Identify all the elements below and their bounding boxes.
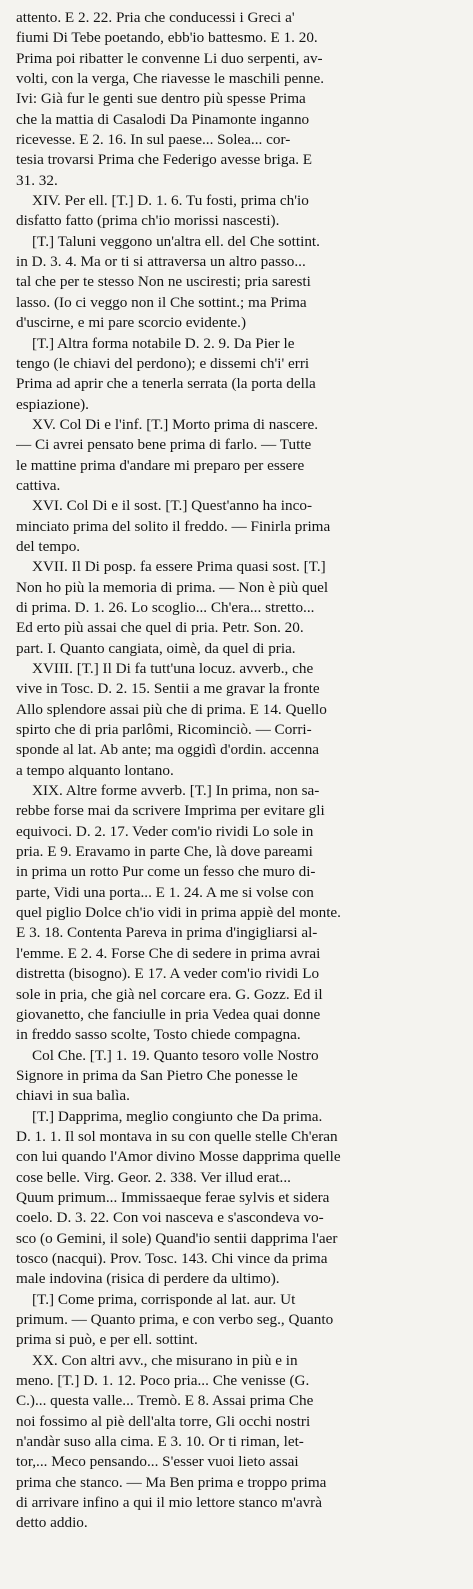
text-line (16, 1046, 457, 1066)
text-line (16, 1493, 457, 1513)
text-line (16, 1269, 457, 1289)
text-line (16, 1330, 457, 1350)
text-line-content: XX. Con altri avv., che misurano in più e in (32, 1351, 298, 1369)
text-line (16, 1005, 457, 1025)
text-line (16, 1432, 457, 1452)
text-line-content: meno. [T.] D. 1. 12. Poco pria... Che venisse (G. (16, 1372, 310, 1390)
text-line (16, 130, 457, 150)
text-line (16, 700, 457, 720)
text-line (16, 1188, 457, 1208)
text-line-content: male indovina (risica di perdere da ultimo). (16, 1270, 280, 1288)
text-line (16, 435, 457, 455)
text-line (16, 964, 457, 984)
text-line-content: XVIII. [T.] Il Di fa tutt'una locuz. avverb., che (32, 660, 314, 677)
text-line-content: d'uscirne, e mi pare scorcio evidente.) (16, 314, 247, 332)
text-line-content: E 3. 18. Contenta Pareva in prima d'ingigliarsi al- (16, 924, 318, 942)
text-line (16, 781, 457, 801)
entry-text-block (16, 8, 457, 1534)
text-line (16, 1351, 457, 1371)
text-line (16, 537, 457, 557)
text-line (16, 8, 457, 28)
text-line (16, 720, 457, 740)
text-line-content: ricevesse. E 2. 16. In sul paese... Solea... cor- (16, 131, 291, 149)
text-line-content: sponde al lat. Ab ante; ma oggidì d'ordin. accenna (16, 741, 320, 759)
text-line-content: lasso. (Io ci veggo non il Che sottint.; ma Prima (16, 293, 307, 311)
text-line-content: Col Che. [T.] 1. 19. Quanto tesoro volle Nostro (32, 1046, 319, 1064)
text-line-content: Non ho più la memoria di prima. — Non è più quel (16, 578, 329, 596)
text-line-content: parte, Vidi una porta... E 1. 24. A me si volse con (16, 883, 314, 901)
text-line-content: minciato prima del solito il freddo. — Finirla prima (16, 517, 331, 535)
text-line (16, 761, 457, 781)
text-line-content: n'andàr suso alla cima. E 3. 10. Or ti riman, let- (16, 1433, 304, 1451)
text-line (16, 313, 457, 333)
text-line-content: quel piglio Dolce ch'io vidi in prima appiè del monte. (16, 904, 341, 922)
text-line-content: prima che stanco. — Ma Ben prima e troppo prima (16, 1473, 327, 1491)
text-line (16, 171, 457, 191)
text-line (16, 49, 457, 69)
text-line (16, 1208, 457, 1228)
text-line (16, 639, 457, 659)
text-line-content: in D. 3. 4. Ma or ti si attraversa un altro passo... (16, 253, 306, 271)
text-line-content: [T.] Come prima, corrisponde al lat. aur. Ut (32, 1290, 296, 1308)
text-line (16, 1412, 457, 1432)
text-line (16, 740, 457, 760)
text-line-content: part. I. Quanto cangiata, oimè, da quel di pria. (16, 639, 296, 657)
text-line (16, 456, 457, 476)
text-line-content: disfatto fatto (prima ch'io morissi nascesti). (16, 212, 280, 230)
text-line-content: XV. Col Di e l'inf. [T.] Morto prima di nascere. (32, 415, 319, 433)
text-line-content: giovanetto, che fanciulle in pria Vedea quai donne (16, 1005, 321, 1023)
text-line (16, 1127, 457, 1147)
text-line-content: cattiva. (16, 476, 61, 494)
text-line (16, 1168, 457, 1188)
text-line (16, 69, 457, 89)
text-line (16, 1147, 457, 1167)
text-line-content: detto addio. (16, 1514, 88, 1532)
text-line (16, 517, 457, 537)
text-line (16, 211, 457, 231)
text-line-content: pria. E 9. Eravamo in parte Che, là dove pareami (16, 843, 313, 861)
text-line-content: sco (o Gemini, il sole) Quand'io sentii dapprima l'aer (16, 1229, 338, 1247)
text-line (16, 1452, 457, 1472)
text-line-content: XIV. Per ell. [T.] D. 1. 6. Tu fosti, prima ch'io (32, 192, 309, 210)
text-line-content: [T.] Taluni veggono un'altra ell. del Che sottint. (32, 232, 320, 250)
text-line (16, 1513, 457, 1533)
text-line-content: in prima un rotto Pur come un fesso che muro di- (16, 863, 316, 881)
text-line-content: tesia trovarsi Prima che Federigo avesse briga. E (16, 151, 313, 169)
text-line-content: a tempo alquanto lontano. (16, 761, 174, 779)
text-line (16, 1066, 457, 1086)
text-line-content: cose belle. Virg. Geor. 2. 338. Ver illud erat... (16, 1168, 291, 1186)
text-line-content: volti, con la verga, Che riavesse le maschili penne. (16, 70, 325, 88)
text-line-content: [T.] Altra forma notabile D. 2. 9. Da Pier le (32, 334, 295, 352)
text-line (16, 334, 457, 354)
text-line (16, 557, 457, 577)
text-line (16, 395, 457, 415)
text-line-content: prima si può, e per ell. sottint. (16, 1331, 198, 1349)
text-line (16, 354, 457, 374)
text-line (16, 110, 457, 130)
text-line (16, 496, 457, 516)
text-line-content: Signore in prima da San Pietro Che ponesse le (16, 1066, 298, 1084)
text-line (16, 578, 457, 598)
text-line-content: [T.] Dapprima, meglio congiunto che Da prima. (32, 1107, 323, 1125)
text-line (16, 1310, 457, 1330)
text-line-content: Prima ad aprir che a tenerla serrata (la porta della (16, 375, 316, 393)
text-line (16, 862, 457, 882)
text-line-content: sole in pria, che già nel corcare era. G. Gozz. Ed il (16, 985, 323, 1003)
text-line (16, 1025, 457, 1045)
text-line-content: Quum primum... Immissaeque ferae sylvis et sidera (16, 1188, 330, 1206)
text-line-content: tor,... Meco pensando... S'esser vuoi lieto assai (16, 1453, 299, 1471)
text-line-content: di arrivare infino a qui il mio lettore stanco m'avrà (16, 1494, 322, 1512)
text-line (16, 842, 457, 862)
text-line-content: distretta (bisogno). E 17. A veder com'io rividi Lo (16, 965, 320, 983)
text-line-content: rebbe forse mai da scrivere Imprima per evitare gli (16, 802, 325, 820)
text-line (16, 822, 457, 842)
text-line-content: Allo splendore assai più che di prima. E 14. Quello (16, 700, 327, 718)
text-line (16, 923, 457, 943)
text-line-content: Prima poi ribatter le convenne Li duo serpenti, av- (16, 49, 323, 67)
text-line-content: coelo. D. 3. 22. Con voi nasceva e s'ascondeva vo- (16, 1209, 324, 1227)
text-line-content: tal che per te stesso Non ne usciresti; pria saresti (16, 273, 311, 291)
text-line-content: equivoci. D. 2. 17. Veder com'io rividi Lo sole in (16, 822, 314, 840)
text-line-content: spirto che di pria parlômi, Ricominciò. — Corri- (16, 721, 312, 739)
text-line-content: fiumi Di Tebe poetando, ebb'io battesmo. E 1. 20. (16, 29, 318, 47)
text-line-content: XIX. Altre forme avverb. [T.] In prima, non sa- (32, 782, 320, 800)
text-line (16, 1107, 457, 1127)
text-line (16, 293, 457, 313)
text-line-content: 31. 32. (16, 171, 58, 189)
text-line (16, 232, 457, 252)
text-line-content: — Ci avrei pensato bene prima di farlo. — Tutte (16, 436, 312, 454)
text-line (16, 150, 457, 170)
text-line (16, 1249, 457, 1269)
text-line-content: di prima. D. 1. 26. Lo scoglio... Ch'era... stretto... (16, 598, 315, 616)
text-line (16, 374, 457, 394)
text-line (16, 679, 457, 699)
text-line (16, 598, 457, 618)
text-line-content: XVII. Il Di posp. fa essere Prima quasi sost. [T.] (32, 558, 326, 576)
text-line-content: l'emme. E 2. 4. Forse Che di sedere in prima avrai (16, 944, 321, 962)
text-line (16, 659, 457, 679)
text-line-content: C.)... questa valle... Tremò. E 8. Assai prima Che (16, 1392, 314, 1410)
text-line-content: attento. E 2. 22. Pria che conducessi i Greci a' (16, 9, 295, 26)
text-line (16, 1290, 457, 1310)
text-line-content: Ed erto più assai che quel di pria. Petr. Son. 20. (16, 619, 304, 637)
text-line-content: chiavi in sua balìa. (16, 1087, 130, 1105)
text-line (16, 883, 457, 903)
text-line (16, 903, 457, 923)
text-line (16, 985, 457, 1005)
text-line-content: del tempo. (16, 537, 81, 555)
text-line-content: D. 1. 1. Il sol montava in su con quelle stelle Ch'eran (16, 1127, 338, 1145)
text-line (16, 28, 457, 48)
text-line (16, 1473, 457, 1493)
text-line (16, 252, 457, 272)
text-line-content: tengo (le chiavi del perdono); e dissemi ch'i' erri (16, 354, 310, 372)
text-line-content: XVI. Col Di e il sost. [T.] Quest'anno ha inco- (32, 497, 312, 515)
text-line (16, 1086, 457, 1106)
text-line-content: Ivi: Già fur le genti sue dentro più spesse Prima (16, 90, 306, 108)
text-line-content: che la mattia di Casalodi Da Pinamonte inganno (16, 110, 310, 128)
text-line-content: primum. — Quanto prima, e con verbo seg., Quanto (16, 1311, 334, 1328)
text-line (16, 191, 457, 211)
text-line-content: in freddo sasso scolte, Tosto chiede compagna. (16, 1026, 301, 1044)
text-line-content: espiazione). (16, 395, 89, 413)
text-line (16, 1229, 457, 1249)
text-line (16, 89, 457, 109)
text-line-content: noi fossimo al piè dell'alta torre, Gli occhi nostri (16, 1412, 311, 1430)
text-line (16, 944, 457, 964)
text-line-content: le mattine prima d'andare mi preparo per essere (16, 456, 305, 474)
text-line (16, 801, 457, 821)
text-line (16, 415, 457, 435)
text-line (16, 272, 457, 292)
text-line-content: con lui quando l'Amor divino Mosse dapprima quelle (16, 1148, 341, 1166)
text-line-content: vive in Tosc. D. 2. 15. Sentii a me gravar la fronte (16, 680, 320, 698)
text-line-content: tosco (nacqui). Prov. Tosc. 143. Chi vince da prima (16, 1249, 328, 1267)
text-line (16, 618, 457, 638)
text-line (16, 476, 457, 496)
text-line (16, 1371, 457, 1391)
text-line (16, 1391, 457, 1411)
